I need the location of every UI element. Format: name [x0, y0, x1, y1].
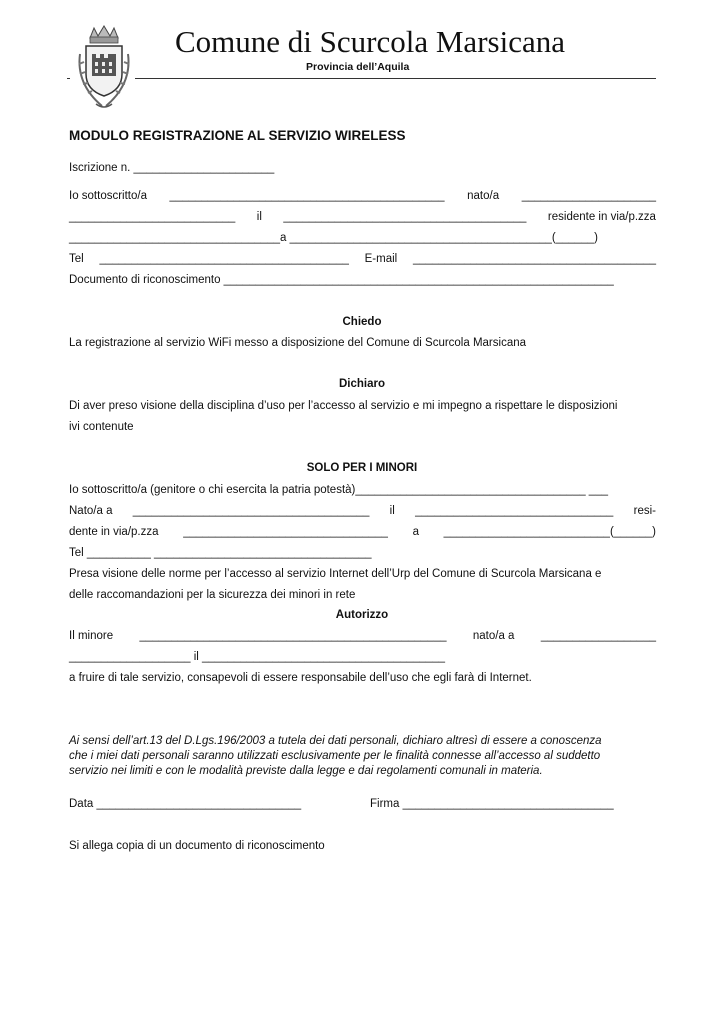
- attachment-note: Si allega copia di un documento di riconoscimento: [69, 840, 325, 852]
- email-field[interactable]: ______________________________________: [412, 253, 656, 265]
- email-label: E-mail: [364, 253, 398, 265]
- minor-row: [69, 629, 656, 643]
- privacy-notice-line-2: che i miei dati personali saranno utilizzati esclusivamente per le finalità connesse all’accesso al suddetto: [69, 750, 601, 762]
- guardian-birth-row: [69, 504, 656, 518]
- minors-heading: SOLO PER I MINORI: [306, 462, 418, 474]
- declaration-text-line-1: Di aver preso visione della disciplina d’uso per l’accesso al servizio e mi impegno a rispettare le disposizioni: [69, 400, 618, 412]
- guardian-phone-field[interactable]: Tel __________ __________________________________: [69, 547, 372, 559]
- residence-label: residente in via/p.zza: [547, 211, 656, 223]
- phone-field[interactable]: _______________________________________: [99, 253, 349, 265]
- guardian-city-label: a: [412, 526, 419, 538]
- minor-label: Il minore: [69, 630, 114, 642]
- date-field[interactable]: Data ________________________________: [69, 798, 302, 810]
- minor-name-field[interactable]: ________________________________________________: [139, 630, 447, 642]
- contact-row: [69, 252, 656, 266]
- authorization-text: a fruire di tale servizio, consapevoli di essere responsabile dell’uso che egli farà di Internet.: [69, 672, 532, 684]
- registration-number-field[interactable]: Iscrizione n. ______________________: [69, 162, 275, 174]
- guardian-field[interactable]: Io sottoscritto/a (genitore o chi esercita la patria potestà)____________________________________ ___: [69, 484, 608, 496]
- guardian-birthplace-field[interactable]: _____________________________________: [132, 505, 370, 517]
- minor-birth-field[interactable]: ___________________ il ______________________________________: [69, 651, 446, 663]
- acknowledgement-line-2: delle raccomandazioni per la sicurezza dei minori in rete: [69, 589, 356, 601]
- declaration-heading: Dichiaro: [338, 378, 385, 390]
- acknowledgement-line-1: Presa visione delle norme per l’accesso al servizio Internet dell’Urp del Comune di Scurcola Marsicana e: [69, 568, 602, 580]
- minor-birthplace-field[interactable]: __________________: [540, 630, 656, 642]
- privacy-notice-line-1: Ai sensi dell’art.13 del D.Lgs.196/2003 a tutela dei dati personali, dichiaro altresì di essere a conoscenza: [69, 735, 602, 747]
- guardian-address-row: [69, 525, 656, 539]
- guardian-birthdate-label: il: [389, 505, 395, 517]
- municipality-title: Comune di Scurcola Marsicana: [175, 24, 565, 59]
- guardian-birthdate-field[interactable]: _______________________________: [415, 505, 614, 517]
- phone-label: Tel: [69, 253, 84, 265]
- birthplace-continuation-field[interactable]: __________________________: [69, 211, 236, 223]
- signature-field[interactable]: Firma _________________________________: [370, 798, 614, 810]
- province-subtitle: Provincia dell’Aquila: [306, 61, 410, 73]
- applicant-name-field[interactable]: ___________________________________________: [169, 190, 445, 202]
- declaration-text-line-2: ivi contenute: [69, 421, 134, 433]
- applicant-label: Io sottoscritto/a: [69, 190, 147, 202]
- birthdate-label: il: [256, 211, 262, 223]
- authorization-heading: Autorizzo: [335, 609, 389, 621]
- applicant-row-2: [69, 210, 656, 224]
- guardian-street-field[interactable]: ________________________________: [183, 526, 388, 538]
- applicant-row-1: [69, 189, 656, 203]
- form-heading: MODULO REGISTRAZIONE AL SERVIZIO WIRELESS: [69, 128, 406, 143]
- address-field[interactable]: _________________________________a _________________________________________(______): [69, 232, 598, 244]
- guardian-city-field[interactable]: __________________________(______): [443, 526, 656, 538]
- birthdate-field[interactable]: ______________________________________: [283, 211, 527, 223]
- request-heading: Chiedo: [342, 316, 382, 328]
- request-text: La registrazione al servizio WiFi messo a disposizione del Comune di Scurcola Marsicana: [69, 337, 527, 349]
- minor-birthplace-label: nato/a a: [472, 630, 515, 642]
- header-divider: [135, 78, 656, 79]
- id-document-field[interactable]: Documento di riconoscimento _____________________________________________________________: [69, 274, 614, 286]
- birthplace-label: nato/a: [467, 190, 500, 202]
- privacy-notice-line-3: servizio nei limiti e con le modalità previste dalla legge e dai regolamenti comunali in materia.: [69, 765, 543, 777]
- birthplace-field[interactable]: _____________________: [521, 190, 656, 202]
- header-divider-left: [67, 78, 70, 79]
- guardian-street-label: dente in via/p.zza: [69, 526, 159, 538]
- guardian-birthplace-label: Nato/a a: [69, 505, 113, 517]
- residence-label-part: resi-: [633, 505, 656, 517]
- municipal-coat-of-arms: [72, 24, 136, 112]
